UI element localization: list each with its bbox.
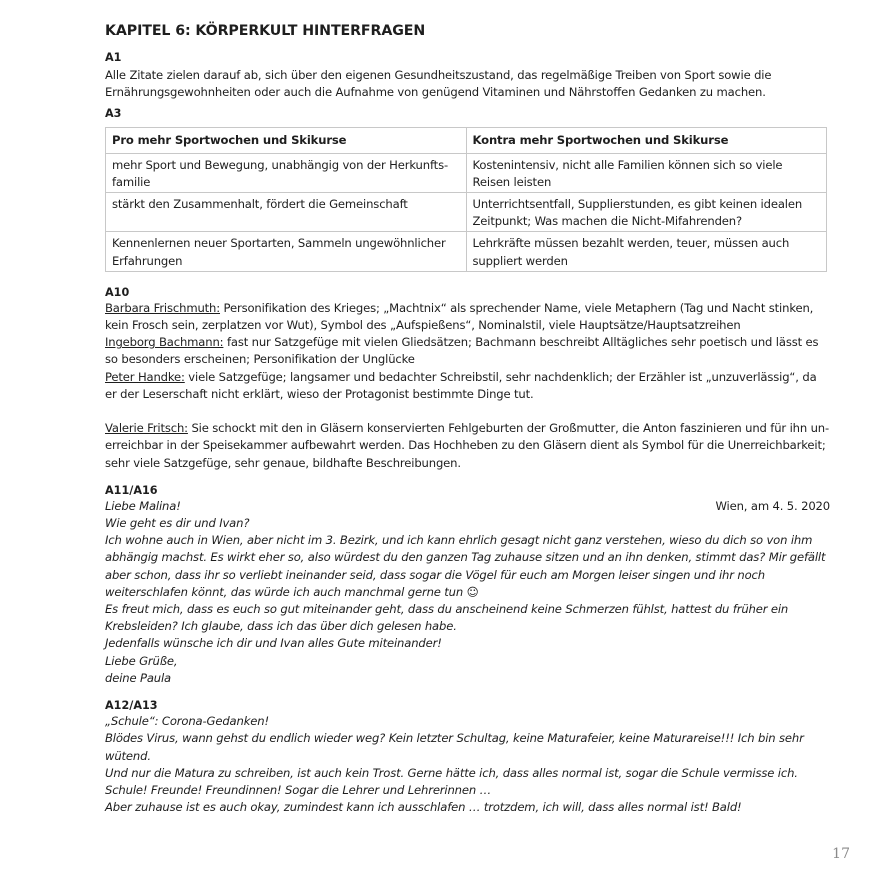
diary-line: Schule! Freunde! Freundinnen! Sogar die Lehrer und Lehrerinnen …: [105, 782, 492, 797]
table-header-row: [106, 128, 827, 153]
task-label-a10: A10: [105, 285, 130, 299]
section-a12: [105, 698, 830, 816]
author-name: Peter Handke:: [105, 369, 185, 384]
letter-salutation: Liebe Malina!: [105, 498, 181, 513]
pro-contra-table: [105, 127, 827, 271]
table-cell-contra: Lehrkräfte müssen bezahlt werden, teuer, müssen auch suppliert werden: [466, 232, 827, 271]
table-cell-contra: Kostenintensiv, nicht alle Familien können sich so viele Reisen leisten: [466, 153, 827, 192]
diary-text: [105, 713, 830, 816]
page-content: [105, 22, 830, 816]
a10-entry-frischmuth: [105, 300, 830, 334]
letter-header: [105, 498, 830, 515]
diary-line: Und nur die Matura zu schreiben, ist auch kein Trost. Gerne hätte ich, dass alles normal ist, sogar die Schule vermisse ich.: [105, 765, 798, 780]
author-name: Valerie Fritsch:: [105, 421, 188, 436]
letter-line: Jedenfalls wünsche ich dir und Ivan alles Gute miteinander!: [105, 636, 442, 651]
a1-text: Alle Zitate zielen darauf ab, sich über den eigenen Gesundheitszustand, das regelmäßige Treiben von Sport sowie die Ernährungsgewohnheiten oder auch die Aufnahme von genügend Vitaminen und Nährstoffen Gedanken zu machen.: [105, 68, 772, 100]
task-label-a11: A11/A16: [105, 483, 158, 497]
author-name: Ingeborg Bachmann:: [105, 335, 224, 350]
letter-line: Ich wohne auch in Wien, aber nicht im 3. Bezirk, und ich kann ehrlich gesagt nicht ganz verstehen, wieso du dich so von ihm abhängig machst. Es wirkt eher so, also würdest du den ganzen Tag zuhause sitzen und an ihn denken, stimmt das? Mir gefällt aber schon, dass ihr so verliebt ineinander seid, dass sogar die Vögel für euch am Morgen leiser singen und ihr noch weiterschlafen könnt, das würde ich auch manchmal gerne tun ☺: [105, 533, 826, 599]
letter-malina: [105, 498, 830, 687]
section-a1: [105, 50, 830, 101]
task-label-a12: A12/A13: [105, 699, 158, 713]
diary-line: Aber zuhause ist es auch okay, zumindest kann ich ausschlafen … trotzdem, ich will, dass alles normal ist! Bald!: [105, 800, 742, 815]
a10-entry-bachmann: [105, 334, 830, 368]
table-cell-pro: stärkt den Zusammenhalt, fördert die Gemeinschaft: [106, 193, 467, 232]
task-label-a3: A3: [105, 107, 122, 121]
table-row: [106, 153, 827, 192]
author-analysis: Personifikation des Krieges; „Machtnix“ als sprechender Name, viele Metaphern (Tag und Nacht stinken, kein Frosch sein, zerplatzen vor Wut), Symbol des „Aufspießens“, Nominalstil, viele Hauptsätze/Hauptsatzreihen: [105, 300, 814, 333]
diary-title: „Schule“: Corona-Gedanken!: [105, 714, 269, 729]
a10-entry-handke: [105, 369, 830, 403]
table-cell-pro: mehr Sport und Bewegung, unabhängig von der Herkunfts- familie: [106, 153, 467, 192]
table-header-contra: Kontra mehr Sportwochen und Skikurse: [466, 128, 827, 153]
table-header-pro: Pro mehr Sportwochen und Skikurse: [106, 128, 467, 153]
letter-line: Es freut mich, dass es euch so gut miteinander geht, dass du anscheinend keine Schmerzen fühlst, hattest du früher ein Krebsleiden? Ich glaube, dass ich das über dich gelesen habe.: [105, 602, 789, 634]
table-row: [106, 232, 827, 271]
letter-signature: deine Paula: [105, 670, 171, 685]
author-analysis: fast nur Satzgefüge mit vielen Gliedsätzen; Bachmann beschreibt Alltägliches sehr poetisch und lässt es so besonders erscheinen; Personifikation der Unglücke: [105, 335, 819, 367]
author-analysis: Sie schockt mit den in Gläsern konservierten Fehlgeburten der Großmutter, die Anton faszinieren und für ihn un- erreichbar in der Speisekammer aufbewahrt werden. Das Hochheben zu den Gläsern dient als Symbol für die Unerreichbarkeit; sehr viele Satzgefüge, sehr genaue, bildhafte Beschreibungen.: [105, 421, 829, 470]
table-row: [106, 193, 827, 232]
author-name: Barbara Frischmuth:: [105, 300, 221, 315]
table-cell-contra: Unterrichtsentfall, Supplierstunden, es gibt keinen idealen Zeitpunkt; Was machen die Nicht-Mifahrenden?: [466, 193, 827, 232]
section-a10: [105, 285, 830, 472]
letter-line: Wie geht es dir und Ivan?: [105, 516, 250, 531]
table-cell-pro: Kennenlernen neuer Sportarten, Sammeln ungewöhnlicher Erfahrungen: [106, 232, 467, 271]
task-label-a1: A1: [105, 51, 122, 64]
letter-date: Wien, am 4. 5. 2020: [715, 498, 830, 513]
author-analysis: viele Satzgefüge; langsamer und bedachter Schreibstil, sehr nachdenklich; der Erzähler ist „unzuverlässig“, da er der Leserschaft nicht erklärt, wieso der Protagonist bestimmte Dinge tut.: [105, 369, 817, 401]
chapter-title: KAPITEL 6: KÖRPERKULT HINTERFRAGEN: [105, 23, 426, 39]
section-a11: [105, 483, 830, 687]
section-a3: [105, 106, 830, 271]
page-number: 17: [832, 846, 850, 862]
a10-entry-fritsch: [105, 403, 830, 472]
letter-closing: Liebe Grüße,: [105, 653, 178, 668]
diary-line: Blödes Virus, wann gehst du endlich wieder weg? Kein letzter Schultag, keine Maturafeier, keine Maturareise!!! Ich bin sehr wütend.: [105, 731, 804, 763]
